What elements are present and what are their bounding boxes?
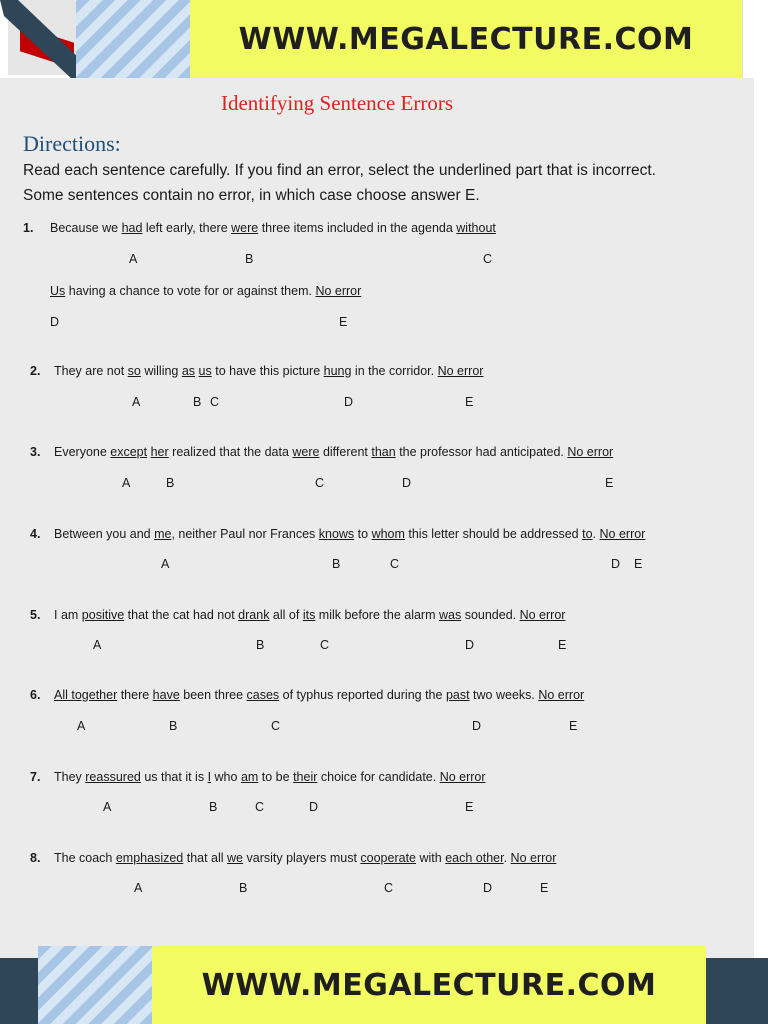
choice-label-b: B bbox=[166, 476, 175, 490]
choice-label-a: A bbox=[122, 476, 131, 490]
question-sentence: Everyone except her realized that the data were different than the professor had anticipated. No error bbox=[54, 445, 614, 459]
page-title: Identifying Sentence Errors bbox=[220, 91, 454, 115]
question-sentence: They reassured us that it is I who am to be their choice for candidate. No error bbox=[54, 770, 486, 784]
question-number: 8. bbox=[30, 851, 41, 865]
choice-label-e: E bbox=[558, 638, 567, 652]
choice-label-a: A bbox=[129, 252, 138, 266]
choice-label-a: A bbox=[93, 638, 102, 652]
choice-label-b: B bbox=[209, 800, 218, 814]
footer-stripe-block bbox=[38, 946, 152, 1024]
header-banner bbox=[190, 0, 742, 78]
question-number: 4. bbox=[30, 527, 41, 541]
question-sentence-continued: Us having a chance to vote for or against them. No error bbox=[50, 284, 362, 298]
footer-site-url: WWW.MEGALECTURE.COM bbox=[201, 967, 657, 1003]
choice-label-c: C bbox=[315, 476, 325, 490]
header-stripe-block bbox=[76, 0, 190, 78]
choice-label-d: D bbox=[483, 881, 493, 895]
choice-label-c: C bbox=[384, 881, 394, 895]
choice-label-c: C bbox=[210, 395, 220, 409]
directions-line-2: Some sentences contain no error, in which case choose answer E. bbox=[23, 187, 480, 204]
footer-banner bbox=[152, 946, 706, 1024]
choice-label-e: E bbox=[634, 557, 643, 571]
choice-label-e: E bbox=[465, 800, 474, 814]
choice-label-b: B bbox=[169, 719, 178, 733]
choice-label-a: A bbox=[103, 800, 112, 814]
choice-label-d: D bbox=[472, 719, 482, 733]
directions-line-1: Read each sentence carefully. If you find an error, select the underlined part that is incorrect. bbox=[23, 162, 656, 179]
choice-label-a: A bbox=[132, 395, 141, 409]
header-site-url: WWW.MEGALECTURE.COM bbox=[238, 21, 694, 57]
question-sentence: All together there have been three cases of typhus reported during the past two weeks. No error bbox=[54, 688, 585, 702]
choice-label-b: B bbox=[332, 557, 341, 571]
choice-label-c: C bbox=[390, 557, 400, 571]
question-number: 3. bbox=[30, 445, 41, 459]
choice-label-a: A bbox=[134, 881, 143, 895]
directions-heading: Directions: bbox=[23, 131, 121, 156]
choice-label-e: E bbox=[339, 315, 348, 329]
choice-label-e: E bbox=[569, 719, 578, 733]
question-sentence: Because we had left early, there were three items included in the agenda without bbox=[50, 221, 496, 235]
question-sentence: Between you and me, neither Paul nor Frances knows to whom this letter should be addressed to. No error bbox=[54, 527, 646, 541]
choice-label-c: C bbox=[271, 719, 281, 733]
choice-label-b: B bbox=[193, 395, 202, 409]
choice-label-b: B bbox=[256, 638, 265, 652]
worksheet-panel bbox=[0, 78, 754, 958]
choice-label-d: D bbox=[309, 800, 319, 814]
header-right-strip bbox=[742, 0, 768, 78]
choice-label-e: E bbox=[465, 395, 474, 409]
choice-label-c: C bbox=[483, 252, 493, 266]
question-sentence: The coach emphasized that all we varsity players must cooperate with each other. No error bbox=[54, 851, 557, 865]
choice-label-e: E bbox=[605, 476, 614, 490]
question-sentence: They are not so willing as us to have this picture hung in the corridor. No error bbox=[54, 364, 484, 378]
choice-label-b: B bbox=[239, 881, 248, 895]
choice-label-a: A bbox=[77, 719, 86, 733]
choice-label-d: D bbox=[344, 395, 354, 409]
question-number: 7. bbox=[30, 770, 41, 784]
choice-label-d: D bbox=[50, 315, 60, 329]
choice-label-b: B bbox=[245, 252, 254, 266]
choice-label-c: C bbox=[255, 800, 265, 814]
question-number: 5. bbox=[30, 608, 41, 622]
choice-label-a: A bbox=[161, 557, 170, 571]
question-sentence: I am positive that the cat had not drank all of its milk before the alarm was sounded. No error bbox=[54, 608, 566, 622]
choice-label-c: C bbox=[320, 638, 330, 652]
choice-label-e: E bbox=[540, 881, 549, 895]
choice-label-d: D bbox=[402, 476, 412, 490]
choice-label-d: D bbox=[611, 557, 621, 571]
question-number: 6. bbox=[30, 688, 41, 702]
question-number: 2. bbox=[30, 364, 41, 378]
choice-label-d: D bbox=[465, 638, 475, 652]
question-number: 1. bbox=[23, 221, 34, 235]
